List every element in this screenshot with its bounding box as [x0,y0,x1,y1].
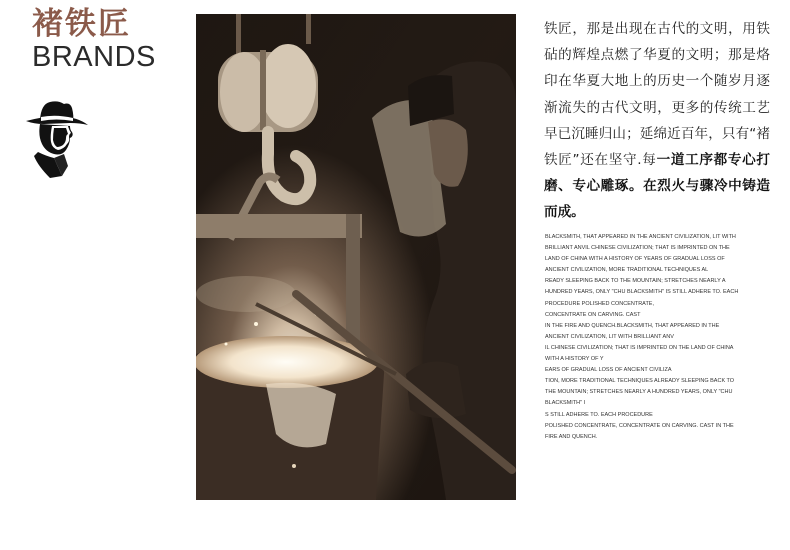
english-line: BLACKSMITH" I [545,400,586,407]
english-line: BRILLIANT ANVIL CHINESE CIVILIZATION; THAT IS IMPRINTED ON THE [545,245,730,252]
brand-name-cn: 褚铁匠 [32,6,131,42]
english-line: BLACKSMITH, THAT APPEARED IN THE ANCIENT CIVILIZATION, LIT WITH [545,234,736,240]
english-line: THE MOUNTAIN; STRETCHES NEARLY A HUNDRED YEARS, ONLY "CHU [545,389,733,396]
english-line: IN THE FIRE AND QUENCH.BLACKSMITH, THAT APPEARED IN THE [545,322,720,329]
description-chinese-regular: 铁匠，那是出现在古代的文明，用铁砧的辉煌点燃了华夏的文明；那是烙印在华夏大地上的历史一个随岁月逐渐流失的古代文明，更多的传统工艺早已沉睡归山；延绵近百年，只有“褚铁匠”还在坚守.每 [544,21,770,169]
english-line: EARS OF GRADUAL LOSS OF ANCIENT CIVILIZA [545,367,672,374]
english-line: CONCENTRATE ON CARVING. CAST [545,311,641,318]
brand-name-en: BRANDS [32,41,156,73]
description-chinese [544,16,770,226]
english-line: FIRE AND QUENCH. [545,433,598,440]
english-line: PROCEDURE POLISHED CONCENTRATE, [545,300,654,307]
english-line: S STILL ADHERE TO. EACH PROCEDURE [545,411,653,418]
english-line: HUNDRED YEARS, ONLY "CHU BLACKSMITH" IS STILL ADHERE TO. EACH [545,289,739,296]
english-line: WITH A HISTORY OF Y [545,356,604,363]
english-line: POLISHED CONCENTRATE, CONCENTRATE ON CARVING. CAST IN THE [545,422,734,429]
english-line: IL CHINESE CIVILIZATION; THAT IS IMPRINTED ON THE LAND OF CHINA [545,344,734,351]
english-line: LAND OF CHINA WITH A HISTORY OF YEARS OF GRADUAL LOSS OF [545,256,725,263]
english-line: ANCIENT CIVILIZATION, MORE TRADITIONAL TECHNIQUES AL [545,267,709,274]
english-line: READY SLEEPING BACK TO THE MOUNTAIN; STRETCHES NEARLY A [545,278,726,285]
man-in-hat-silhouette-icon [24,96,90,178]
blacksmith-pouring-molten-metal-photo [196,14,516,500]
description-english [545,232,760,443]
description-chinese-bold: 一道工序都专心打磨、专心雕琢。在烈火与骤冷中铸造而成。 [544,152,771,221]
english-line: ANCIENT CIVILIZATION, LIT WITH BRILLIANT ANV [545,333,674,340]
english-line: TION, MORE TRADITIONAL TECHNIQUES ALREADY SLEEPING BACK TO [545,378,735,385]
